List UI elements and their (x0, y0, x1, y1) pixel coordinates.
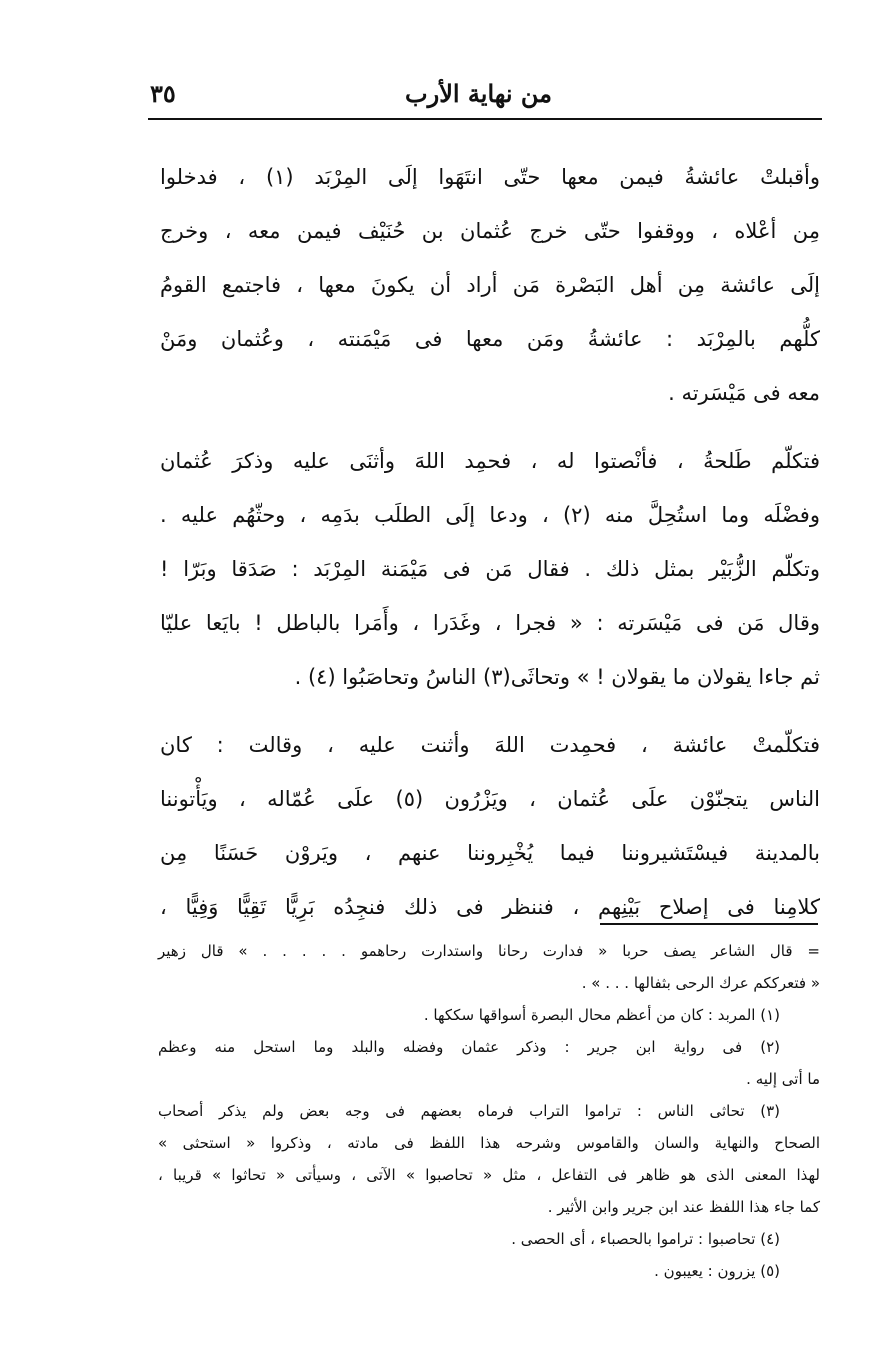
footnote-separator (600, 923, 818, 925)
running-header (150, 78, 822, 114)
header-rule (148, 118, 822, 120)
footnote-line: « فتعرككم عرك الرحى بثفالها . . . » . (581, 974, 820, 992)
text-line: ثم جاءا يقولان ما يقولان ! » وتحاثَى(٣) الناسُ وتحاصَبُوا (٤) . (294, 665, 820, 689)
footnote-4: (٤) تحاصبوا : تراموا بالحصباء ، أى الحصى . (511, 1230, 780, 1248)
text-line: وتكلّم الزُّبَيْر بمثل ذلك . فقال مَن فى مَيْمَنة المِرْبَد : صَدَقا وبَرّا ! (160, 557, 820, 581)
paragraph-2 (160, 434, 820, 704)
paragraph-1 (160, 150, 820, 420)
text-line: فتكلّم طَلحةُ ، فأنْصتوا له ، فحمِد اللهَ وأثنَى عليه وذكرَ عُثمان (160, 449, 820, 473)
text-line: وفضْلَه وما استُحِلَّ منه (٢) ، ودعا إلَى الطلَب بدَمِه ، وحثّهُم عليه . (160, 503, 820, 527)
text-line: كلُّهم بالمِرْبَد : عائشةُ ومَن معها فى مَيْمَنته ، وعُثمان ومَنْ (160, 327, 820, 351)
text-line: وقال مَن فى مَيْسَرته : « فجرا ، وغَدَرا ، وأَمَرا بالباطل ! بايَعا عليّا (160, 611, 820, 635)
text-line: كلامِنا فى إصلاح بَيْنِهم ، فننظر فى ذلك فنجِدُه بَرِيًّا تَقِيًّا وَفِيًّا ، (160, 895, 820, 919)
text-line: وأقبلتْ عائشةُ فيمن معها حتّى انتَهَوا إلَى المِرْبَد (١) ، فدخلوا (160, 165, 820, 189)
text-line: الناس يتجنّوْن علَى عُثمان ، ويَزْرُون (٥) علَى عُمّاله ، ويَأْتوننا (160, 787, 820, 811)
footnote-line: = قال الشاعر يصف حربا « فدارت رحانا واستدارت رحاهمو . . . . . » قال زهير (158, 942, 820, 960)
text-line: معه فى مَيْسَرته . (668, 381, 820, 405)
footnote-line: الصحاح والنهاية والسان والقاموس وشرحه هذا اللفظ فى مادته ، وذكروا « استحثى » (158, 1134, 820, 1152)
footnote-line: كما جاء هذا اللفظ عند ابن جرير وابن الأثير . (547, 1198, 820, 1216)
paragraph-3 (160, 718, 820, 934)
footnote-line: لهذا المعنى الذى هو ظاهر فى التفاعل ، مثل « تحاصبوا » الآتى ، وسيأتى « تحاثوا » قريبا ، (158, 1166, 820, 1184)
main-text (160, 150, 820, 934)
text-line: إلَى عائشة مِن أهل البَصْرة مَن أراد أن يكونَ معها ، فاجتمع القومُ (160, 273, 820, 297)
footnote-2: (٢) فى رواية ابن جرير : وذكر عثمان وفضله والبلد وما استحل منه وعظم (158, 1038, 780, 1056)
text-line: فتكلّمتْ عائشة ، فحمِدت اللهَ وأثنت عليه ، وقالت : كان (160, 733, 820, 757)
page-number: ٣٥ (150, 79, 176, 108)
footnote-5: (٥) يزرون : يعيبون . (654, 1262, 780, 1280)
footnote-1: (١) المربد : كان من أعظم محال البصرة أسواقها سككها . (423, 1006, 780, 1024)
running-title: من نهاية الأرب (405, 79, 552, 108)
footnotes (158, 935, 820, 1287)
text-line: بالمدينة فيسْتَشيروننا فيما يُخْبِروننا عنهم ، ويَروْن حَسَنًا مِن (160, 841, 820, 865)
footnote-3: (٣) تحاثى الناس : تراموا التراب فرماه بعضهم فى وجه بعض ولم يذكر أصحاب (158, 1102, 780, 1120)
footnote-line: ما أتى إليه . (746, 1070, 820, 1088)
text-line: مِن أعْلاه ، ووقفوا حتّى خرج عُثمان بن حُنَيْف فيمن معه ، وخرج (160, 219, 820, 243)
